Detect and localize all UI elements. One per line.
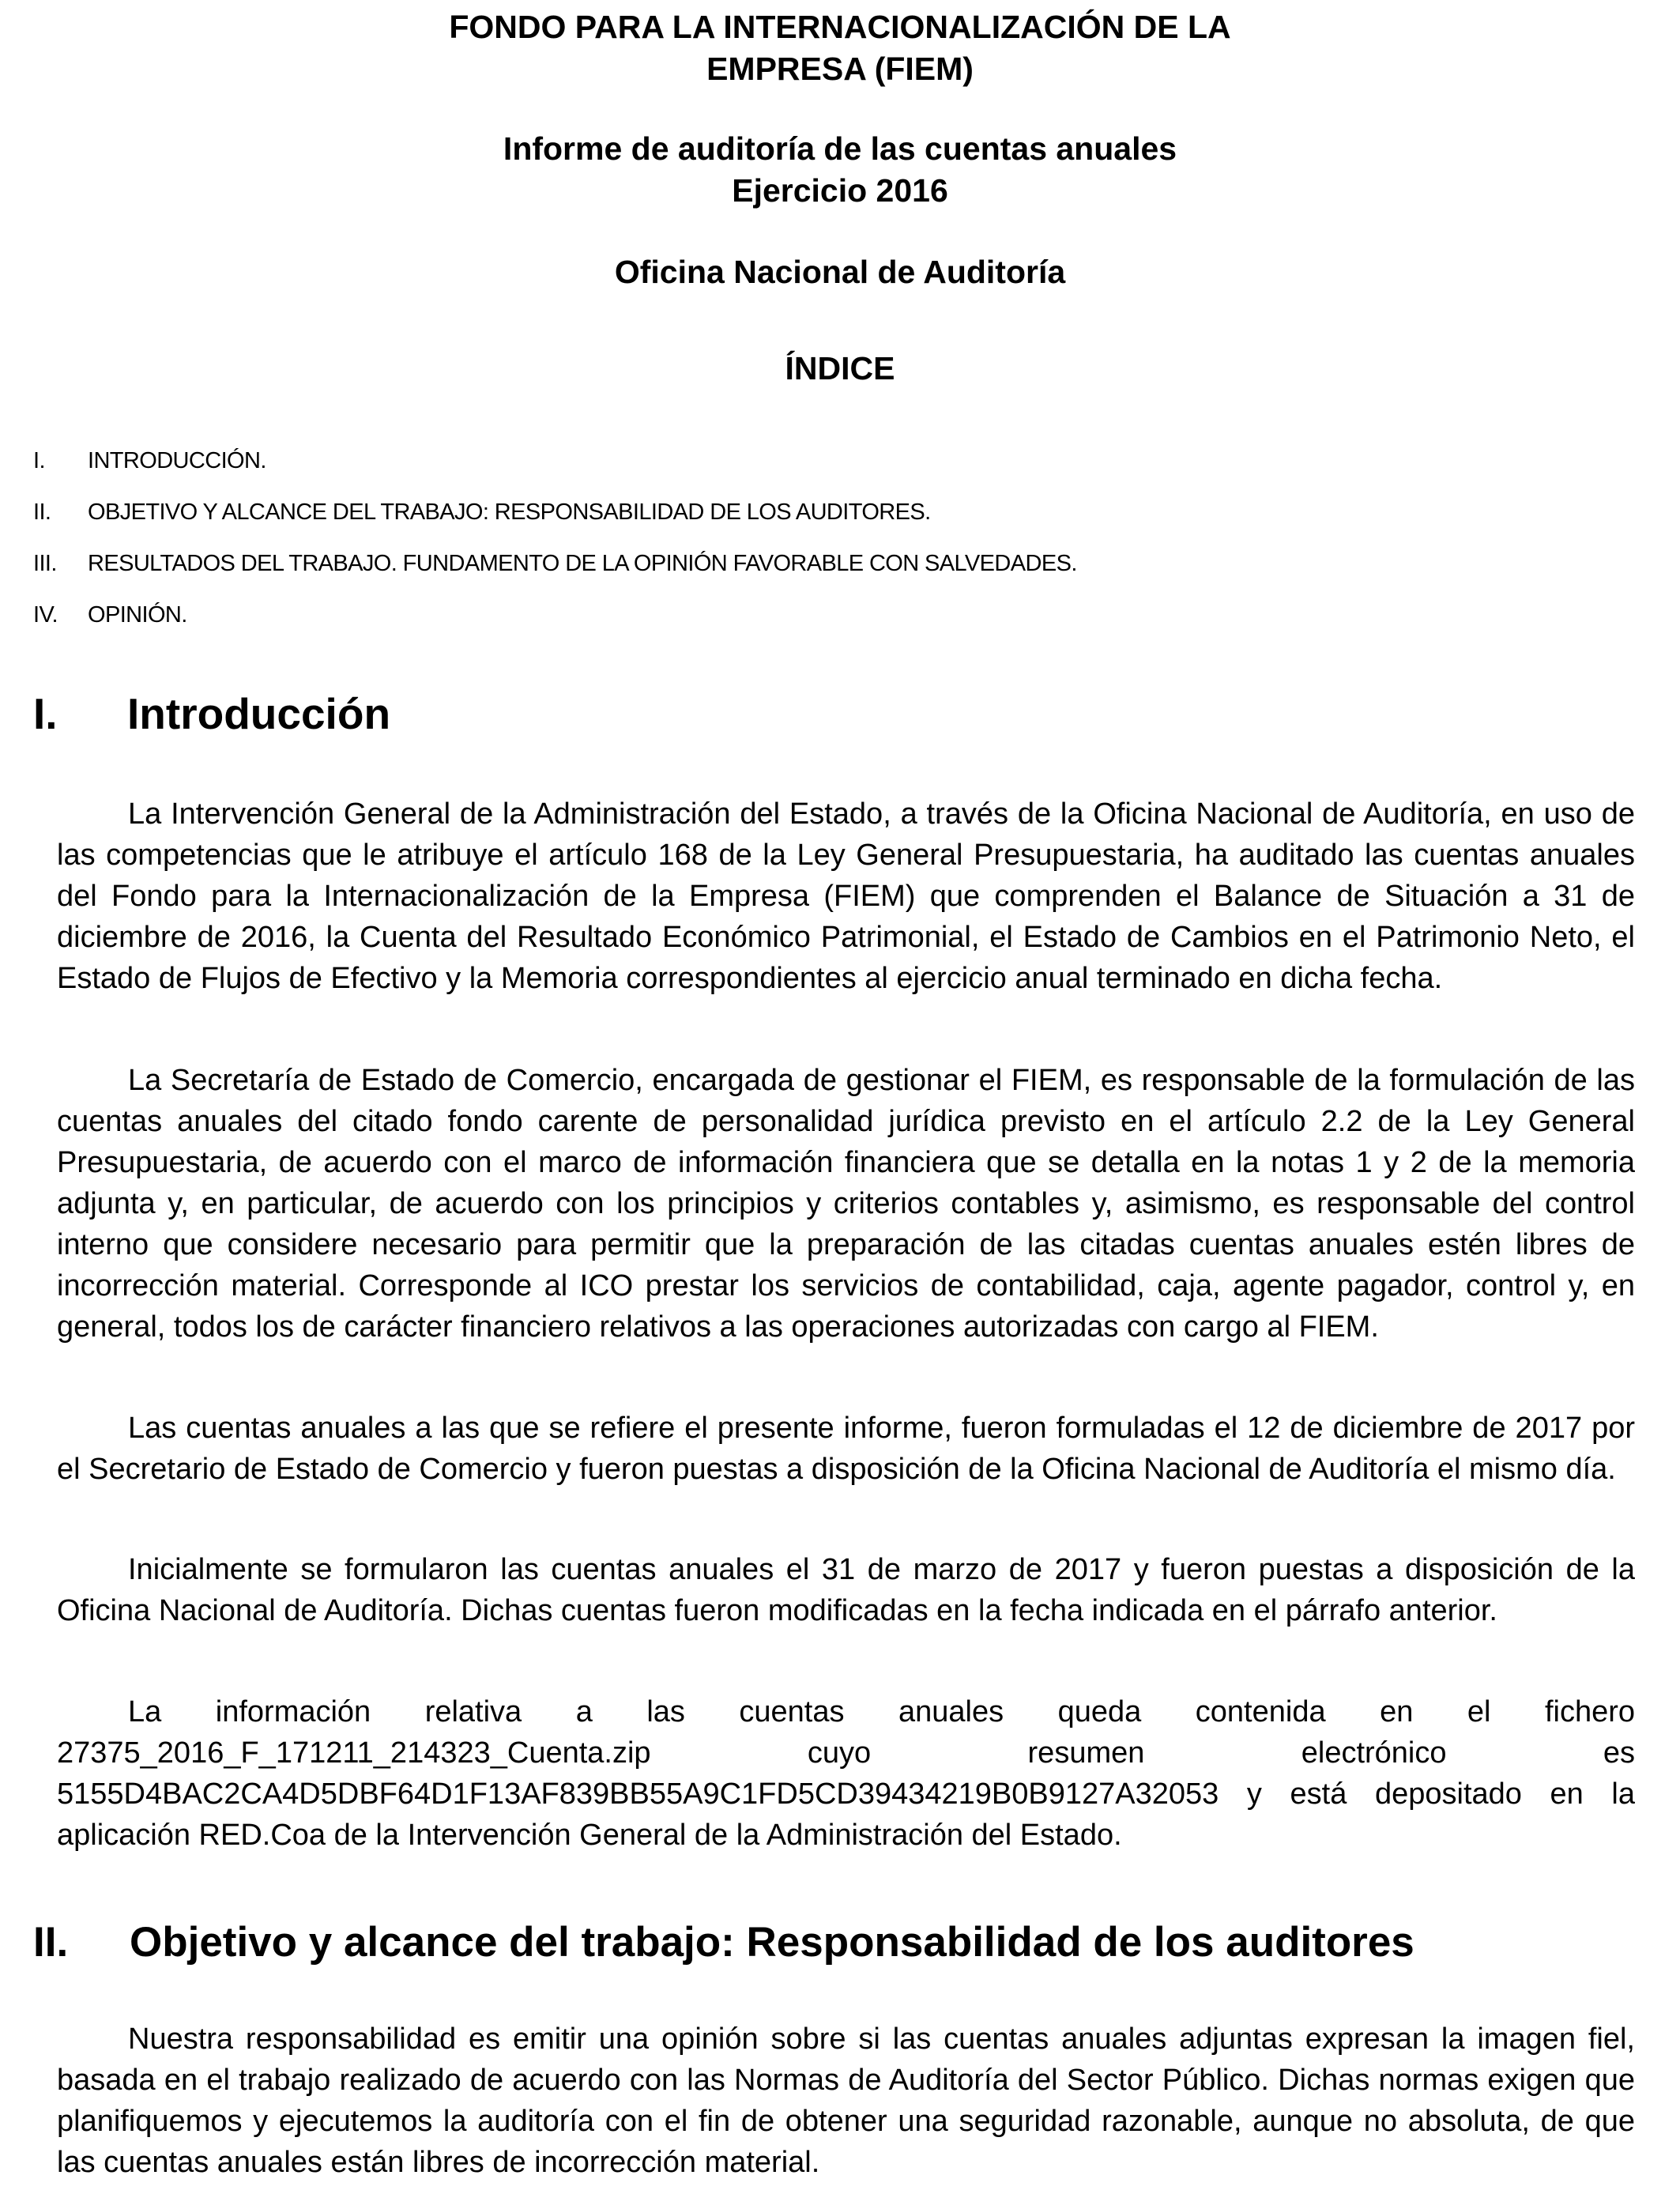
toc-item-number: I. <box>33 448 45 473</box>
section-title: Objetivo y alcance del trabajo: Responsabilidad de los auditores <box>130 1919 1414 1966</box>
report-title-line2: Ejercicio 2016 <box>732 172 948 209</box>
toc-item-number: IV. <box>33 602 58 628</box>
paragraph: La Intervención General de la Administración del Estado, a través de la Oficina Nacional de Auditoría, en uso de las competencias que le atribuye el artículo 168 de la Ley General Presupuestaria, ha auditado las cuentas anuales del Fondo para la Internacionalización de la Empresa (FIEM) que comprenden el Balance de Situación a 31 de diciembre de 2016, la Cuenta del Resultado Económico Patrimonial, el Estado de Cambios en el Patrimonio Neto, el Estado de Flujos de Efectivo y la Memoria correspondientes al ejercicio anual terminado en dicha fecha. <box>57 797 1635 995</box>
toc-item-label: OBJETIVO Y ALCANCE DEL TRABAJO: RESPONSABILIDAD DE LOS AUDITORES. <box>88 499 931 525</box>
table-of-contents <box>33 445 1614 650</box>
fund-title-line1: FONDO PARA LA INTERNACIONALIZACIÓN DE LA <box>449 9 1231 45</box>
toc-item-label: OPINIÓN. <box>88 602 187 628</box>
paragraph: La información relativa a las cuentas anuales queda contenida en el fichero 27375_2016_F_171211_214323_Cuenta.zip cuyo resumen electrónico es 5155D4BAC2CA4D5DBF64D1F13AF839BB55A9C1FD5CD39434219B0B9127A32053 y está depositado en la aplicación RED.Coa de la Intervención General de la Administración del Estado. <box>57 1695 1635 1852</box>
index-title: ÍNDICE <box>785 350 895 386</box>
paragraph: Inicialmente se formularon las cuentas anuales el 31 de marzo de 2017 y fueron puestas a disposición de la Oficina Nacional de Auditoría. Dichas cuentas fueron modificadas en la fecha indicada en el párrafo anterior. <box>57 1553 1635 1627</box>
section-title: Introducción <box>127 689 391 738</box>
fund-title-line2: EMPRESA (FIEM) <box>706 51 974 87</box>
fund-title <box>0 6 1680 90</box>
toc-item-label: INTRODUCCIÓN. <box>88 448 266 473</box>
paragraph: La Secretaría de Estado de Comercio, encargada de gestionar el FIEM, es responsable de la formulación de las cuentas anuales del citado fondo carente de personalidad jurídica previsto en el artículo 2.2 de la Ley General Presupuestaria, de acuerdo con el marco de información financiera que se detalla en la notas 1 y 2 de la memoria adjunta y, en particular, de acuerdo con los principios y criterios contables y, asimismo, es responsable del control interno que considere necesario para permitir que la preparación de las citadas cuentas anuales estén libres de incorrección material. Corresponde al ICO prestar los servicios de contabilidad, caja, agente pagador, control y, en general, todos los de carácter financiero relativos a las operaciones autorizadas con cargo al FIEM. <box>57 1064 1635 1344</box>
toc-item <box>33 496 1614 548</box>
toc-item-label: RESULTADOS DEL TRABAJO. FUNDAMENTO DE LA OPINIÓN FAVORABLE CON SALVEDADES. <box>88 551 1077 576</box>
office-name: Oficina Nacional de Auditoría <box>614 254 1066 290</box>
section-number: I. <box>33 689 58 738</box>
toc-item <box>33 548 1614 599</box>
paragraph: Nuestra responsabilidad es emitir una opinión sobre si las cuentas anuales adjuntas expresan la imagen fiel, basada en el trabajo realizado de acuerdo con las Normas de Auditoría del Sector Público. Dichas normas exigen que planifiquemos y ejecutemos la auditoría con el fin de obtener una seguridad razonable, aunque no absoluta, de que las cuentas anuales están libres de incorrección material. <box>57 2022 1635 2179</box>
toc-item <box>33 445 1614 496</box>
toc-item <box>33 599 1614 650</box>
report-title <box>0 128 1680 212</box>
section-number: II. <box>33 1919 69 1966</box>
paragraph: Las cuentas anuales a las que se refiere el presente informe, fueron formuladas el 12 de diciembre de 2017 por el Secretario de Estado de Comercio y fueron puestas a disposición de la Oficina Nacional de Auditoría el mismo día. <box>57 1412 1635 1486</box>
report-title-line1: Informe de auditoría de las cuentas anuales <box>503 130 1177 167</box>
toc-item-number: II. <box>33 499 51 525</box>
toc-item-number: III. <box>33 551 57 576</box>
